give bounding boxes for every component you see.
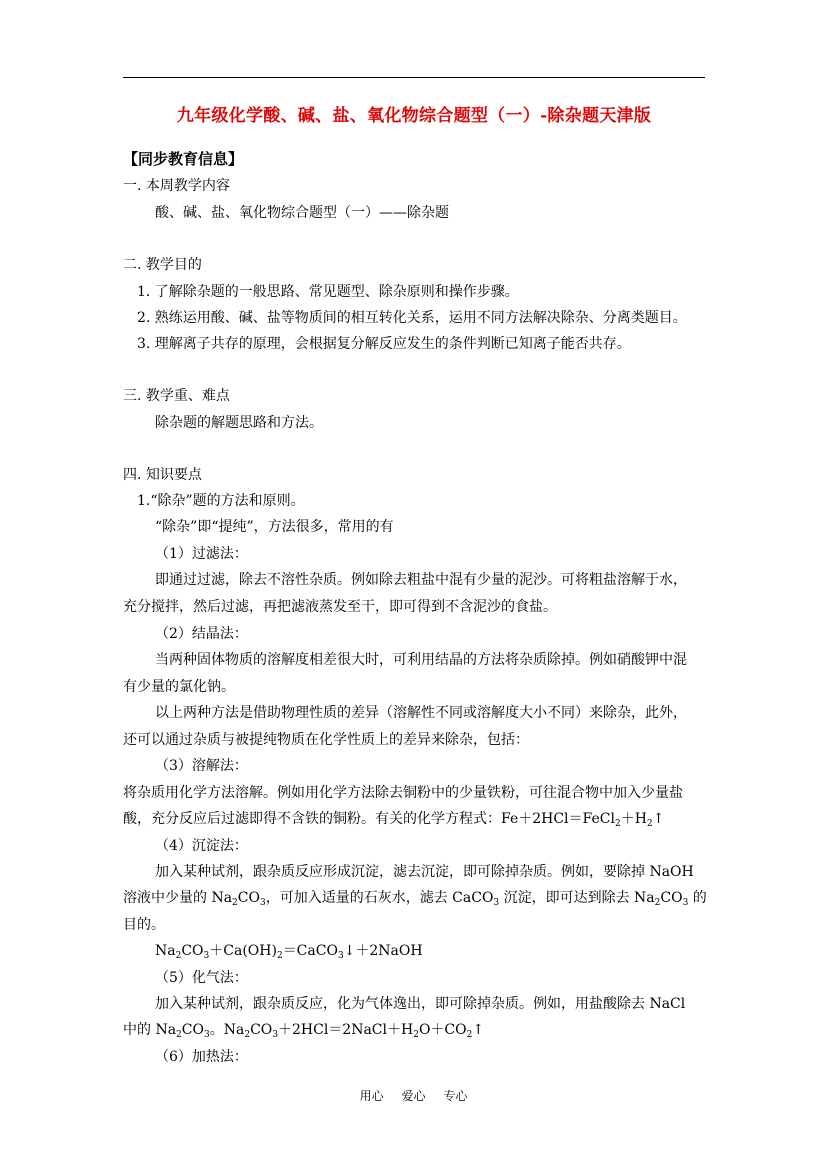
bridge-text-line: 还可以通过杂质与被提纯物质在化学性质上的差异来除杂，包括：: [123, 732, 529, 748]
method-intro: “除杂”即“提纯”，方法很多，常用的有: [155, 519, 394, 535]
footer-text: 专心: [443, 1089, 468, 1103]
method-1-title: （1）过滤法：: [155, 546, 248, 562]
method-2-text-line: 有少量的氯化钠。: [123, 679, 235, 695]
method-4-text-line: 加入某种试剂，跟杂质反应形成沉淀，滤去沉淀，即可除掉杂质。例如，要除掉 NaOH: [155, 864, 694, 880]
method-5-text-line: 加入某种试剂，跟杂质反应，化为气体逸出，即可除掉杂质。例如，用盐酸除去 NaCl: [155, 996, 686, 1012]
header-rule: [123, 77, 705, 78]
method-5-text-line: 中的 $Na_2CO_3$。$Na_2CO_3+2HCl=2NaCl+H_2O+CO_2↑$: [123, 1022, 485, 1040]
section-label: 【同步教育信息】: [123, 150, 244, 168]
method-4-text-line: 目的。: [123, 917, 165, 933]
method-2-text-line: 当两种固体物质的溶解度相差很大时，可利用结晶的方法将杂质除掉。例如硝酸钾中混: [155, 652, 687, 668]
section-3-content: 除杂题的解题思路和方法。: [155, 415, 323, 431]
page-footer: [0, 1087, 827, 1104]
goal-item-1: 1. 了解除杂题的一般思路、常见题型、除杂原则和操作步骤。: [137, 284, 519, 300]
method-3-title: （3）溶解法：: [155, 758, 248, 774]
method-4-title: （4）沉淀法：: [155, 838, 248, 854]
footer-text: 爱心: [401, 1089, 426, 1103]
section-3-heading: 三. 教学重、难点: [123, 388, 230, 404]
goal-item-3: 3. 理解离子共存的原理，会根据复分解反应发生的条件判断已知离子能否共存。: [137, 336, 631, 352]
method-3-text-line: [123, 810, 664, 828]
method-1-text-line: 充分搅拌，然后过滤，再把滤液蒸发至干，即可得到不含泥沙的食盐。: [123, 599, 557, 615]
goal-item-2: 2. 熟练运用酸、碱、盐等物质间的相互转化关系，运用不同方法解决除杂、分离类题目。: [137, 310, 687, 326]
method-3-text-line: 将杂质用化学方法溶解。例如用化学方法除去铜粉中的少量铁粉，可往混合物中加入少量盐: [123, 785, 683, 801]
footer-text: 用心: [359, 1089, 384, 1103]
bridge-text-line: 以上两种方法是借助物理性质的差异（溶解性不同或溶解度大小不同）来除杂，此外，: [155, 705, 687, 721]
method-3-text: 酸，充分反应后过滤即得不含铁的铜粉。有关的化学方程式：: [123, 811, 501, 827]
section-1-heading: 一. 本周教学内容: [123, 178, 230, 194]
equation-fe-hcl: $Fe+2HCl=FeCl_2+H_2↑$: [501, 811, 665, 829]
section-2-heading: 二. 教学目的: [123, 257, 202, 273]
section-1-content: 酸、碱、盐、氧化物综合题型（一）——除杂题: [155, 205, 449, 221]
section-4-heading: 四. 知识要点: [123, 467, 202, 483]
method-6-title: （6）加热法：: [155, 1049, 248, 1065]
method-5-title: （5）化气法：: [155, 970, 248, 986]
knowledge-point-1: 1.“除杂”题的方法和原则。: [137, 493, 305, 509]
method-2-title: （2）结晶法：: [155, 626, 248, 642]
method-4-text-line: 溶液中少量的 $Na_2CO_3$，可加入适量的石灰水，滤去 CaCO$_3$ 沉淀，即可达到除去 $Na_2CO_3$ 的: [123, 890, 707, 908]
method-1-text-line: 即通过过滤，除去不溶性杂质。例如除去粗盐中混有少量的泥沙。可将粗盐溶解于水，: [155, 572, 687, 588]
equation-na2co3-caoh2: $Na_2CO_3+Ca(OH)_2=CaCO_3↓+2NaOH$: [155, 943, 423, 961]
document-title: 九年级化学酸、碱、盐、氧化物综合题型（一）-除杂题天津版: [176, 106, 652, 126]
